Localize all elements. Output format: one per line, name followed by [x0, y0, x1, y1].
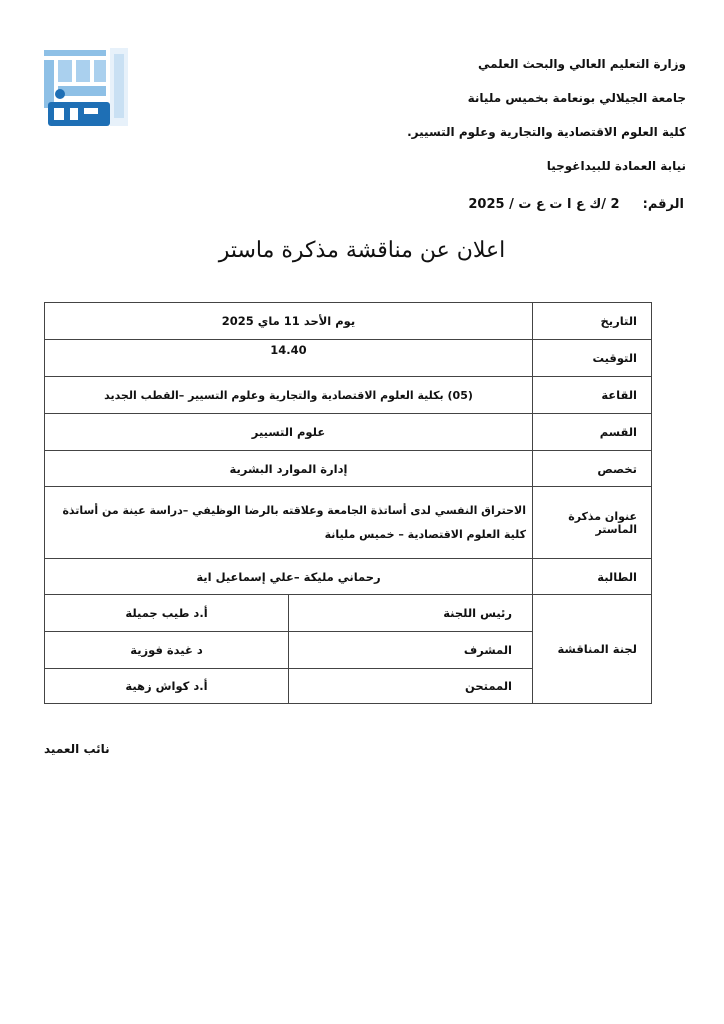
- thesis-title-value: الاحتراق النفسي لدى أساتذة الجامعة وعلاقته بالرضا الوظيفي –دراسة عينة من أساتذة كلية العلوم الاقتصادية – خميس مليانة: [45, 487, 533, 559]
- specialty-value: إدارة الموارد البشرية: [45, 451, 533, 487]
- room-value: (05) بكلية العلوم الاقتصادية والتجارية وعلوم التسيير –القطب الجديد: [45, 377, 533, 414]
- time-label: التوقيت: [533, 340, 652, 377]
- ministry-name: وزارة التعليم العالي والبحث العلمي: [477, 57, 686, 71]
- reference-code: /ك ع ا ت ع ت / 2025: [468, 197, 607, 212]
- table-row-thesis-title: [45, 487, 652, 559]
- table-row-department: [45, 414, 652, 451]
- vice-dean-signature: نائب العميد: [44, 742, 110, 756]
- thesis-title-label: عنوان مذكرة الماستر: [533, 487, 652, 559]
- committee-name: أ.د طيب جميلة: [45, 595, 289, 632]
- deanery-name: نيابة العمادة للبيداغوجيا: [546, 159, 686, 173]
- committee-role: الممتحن: [289, 669, 533, 704]
- university-name: جامعة الجيلالي بونعامة بخميس مليانة: [467, 91, 686, 105]
- date-value: يوم الأحد 11 ماي 2025: [45, 303, 533, 340]
- department-value: علوم التسيير: [45, 414, 533, 451]
- table-row-specialty: [45, 451, 652, 487]
- students-label: الطالبة: [533, 559, 652, 595]
- reference-number-value: 2: [610, 197, 620, 212]
- committee-name: د غيدة فوزية: [45, 632, 289, 669]
- committee-name: أ.د كواش زهية: [45, 669, 289, 704]
- reference-label: الرقم:: [642, 197, 684, 212]
- department-label: القسم: [533, 414, 652, 451]
- committee-role: رئيس اللجنة: [289, 595, 533, 632]
- date-label: التاريخ: [533, 303, 652, 340]
- page-title: اعلان عن مناقشة مذكرة ماستر: [218, 238, 506, 263]
- table-row-students: [45, 559, 652, 595]
- room-label: القاعة: [533, 377, 652, 414]
- university-logo: [42, 46, 134, 132]
- specialty-label: تخصص: [533, 451, 652, 487]
- header-block: [407, 54, 686, 190]
- table-row-time: [45, 340, 652, 377]
- committee-role: المشرف: [289, 632, 533, 669]
- table-row-date: [45, 303, 652, 340]
- committee-row: [45, 595, 652, 632]
- faculty-name: كلية العلوم الاقتصادية والتجارية وعلوم التسيير.: [407, 125, 686, 139]
- defense-info-table: [44, 302, 652, 704]
- reference-number: [468, 197, 684, 212]
- students-value: رحماني مليكة –علي إسماعيل اية: [45, 559, 533, 595]
- time-value: 14.40: [45, 340, 533, 377]
- table-row-room: [45, 377, 652, 414]
- committee-label: لجنة المناقشة: [533, 595, 652, 704]
